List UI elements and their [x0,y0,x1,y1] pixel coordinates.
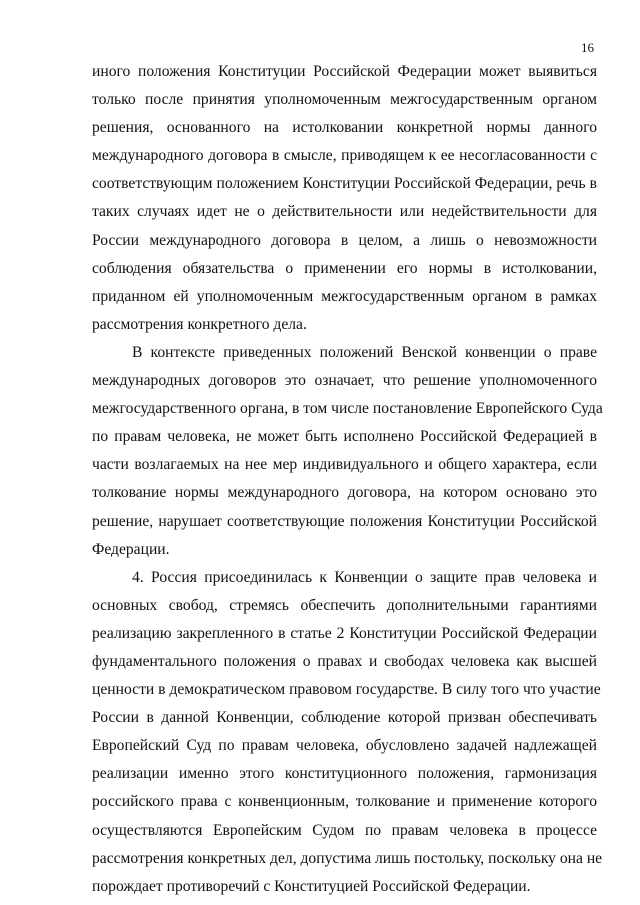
text-line: основных свобод, стремясь обеспечить дополнительными гарантиями [92,596,597,614]
paragraph-1 [92,58,597,339]
text-line: толкование нормы международного договора, на котором основано это [92,484,597,502]
text-line: рассмотрения конкретного дела. [92,315,307,333]
paragraph-3 [92,564,603,901]
text-line: фундаментального положения о правах и свободах человека как высшей [92,652,597,670]
text-line: соблюдения обязательства о применении его нормы в истолковании, [92,259,597,277]
text-line: В контексте приведенных положений Венской конвенции о праве [132,343,597,361]
text-line: таких случаях идет не о действительности или недействительности для [92,203,597,221]
text-line: России в данной Конвенции, соблюдение которой призван обеспечивать [92,709,597,727]
text-line: по правам человека, не может быть исполнено Российской Федерацией в [92,428,597,446]
text-line: реализации именно этого конституционного положения, гармонизация [92,765,597,783]
text-line: части возлагаемых на нее мер индивидуального и общего характера, если [92,456,597,474]
text-line: иного положения Конституции Российской Федерации может выявиться [92,63,597,80]
document-body [92,58,603,901]
text-line: соответствующим положением Конституции Российской Федерации, речь в [92,175,597,193]
text-line: Федерации. [92,540,170,558]
text-line: российского права с конвенционным, толкование и применение которого [92,793,597,811]
text-line: России международного договора в целом, а лишь о невозможности [92,231,597,249]
page-number: 16 [581,40,594,55]
paragraph-2 [92,339,603,564]
text-line: межгосударственного органа, в том числе постановление Европейского Суда [92,400,603,418]
text-line: приданном ей уполномоченным межгосударственным органом в рамках [92,287,597,305]
text-line: рассмотрения конкретных дел, допустима лишь постольку, поскольку она не [92,849,603,867]
text-line: реализацию закрепленного в статье 2 Конституции Российской Федерации [92,624,597,642]
text-line: 4. Россия присоединилась к Конвенции о защите прав человека и [132,568,597,586]
text-line: международных договоров это означает, что решение уполномоченного [92,372,597,390]
text-line: решение, нарушает соответствующие положения Конституции Российской [92,512,597,530]
text-line: осуществляются Европейским Судом по правам человека в процессе [92,821,597,839]
text-line: международного договора в смысле, приводящем к ее несогласованности с [92,147,597,165]
text-line: ценности в демократическом правовом государстве. В силу того что участие [92,681,601,699]
text-line: порождает противоречий с Конституцией Российской Федерации. [92,877,531,895]
text-line: Европейский Суд по правам человека, обусловлено задачей надлежащей [92,737,597,755]
text-line: решения, основанного на истолковании конкретной нормы данного [92,119,597,137]
text-line: только после принятия уполномоченным межгосударственным органом [92,91,597,109]
